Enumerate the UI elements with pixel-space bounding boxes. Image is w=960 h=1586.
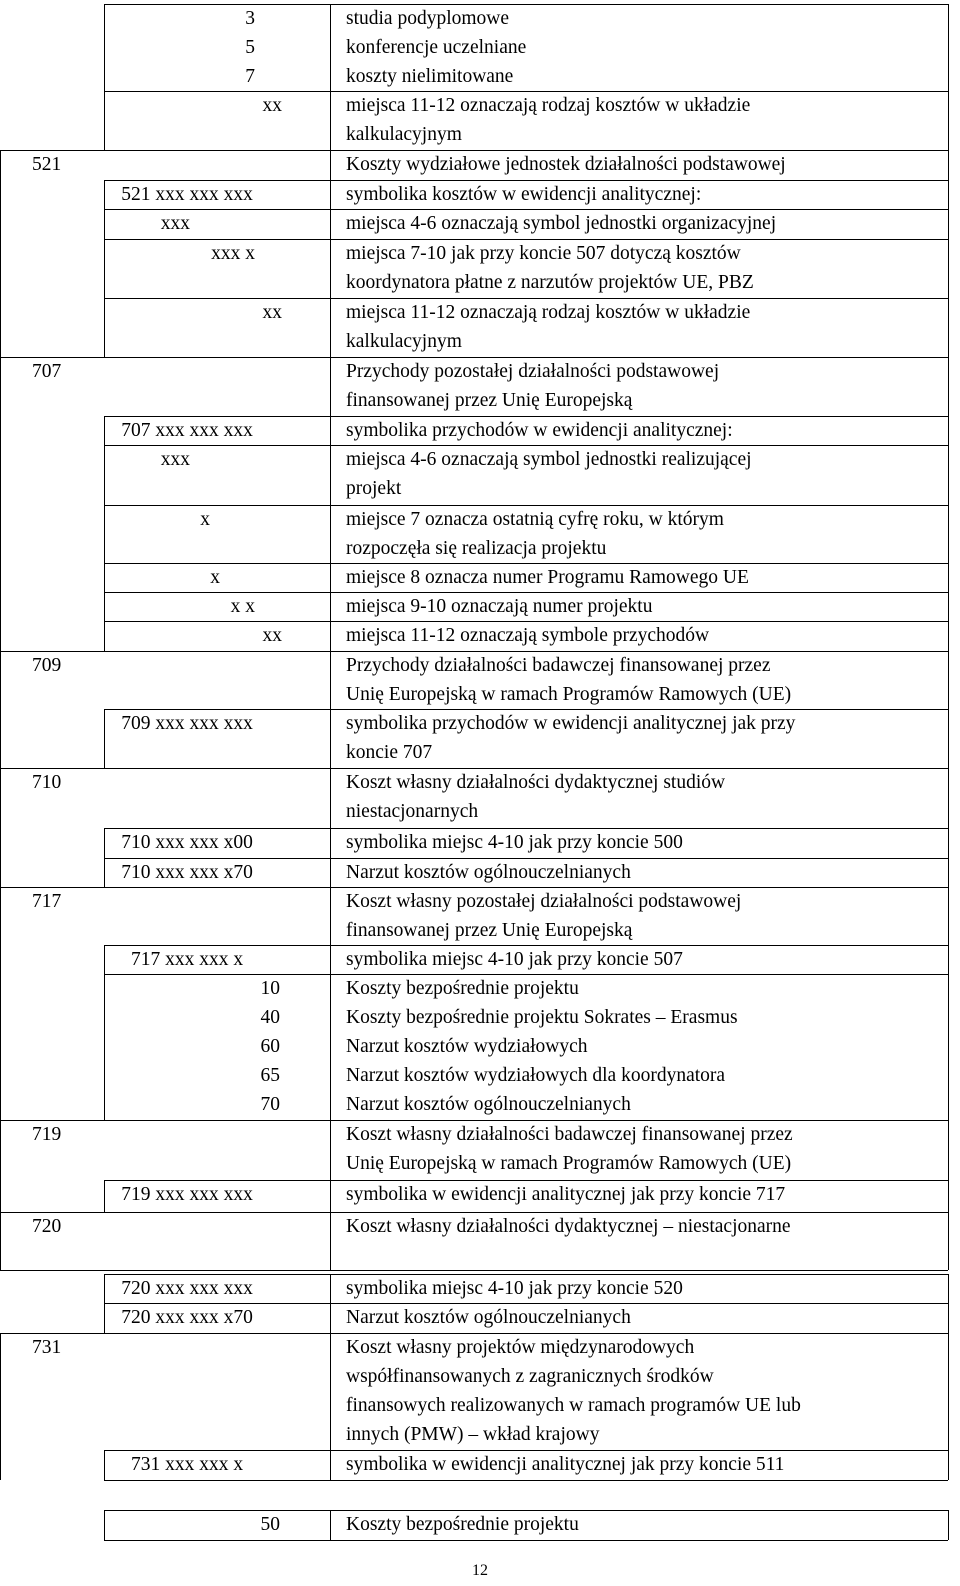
description-line: symbolika przychodów w ewidencji analitycznej jak przy — [346, 713, 796, 734]
row-border-top — [0, 1120, 948, 1121]
column-border-middle — [330, 709, 331, 768]
description-line: finansowych realizowanych w ramach programów UE lub — [346, 1395, 801, 1416]
description-line: koordynatora płatne z narzutów projektów UE, PBZ — [346, 272, 754, 293]
account-description — [346, 357, 719, 415]
account-code: 707 — [32, 361, 62, 382]
account-description — [346, 209, 776, 238]
column-border-middle — [330, 1333, 331, 1450]
column-border-middle — [330, 621, 331, 651]
table-row — [0, 1212, 960, 1270]
row-border-top — [104, 505, 948, 506]
description-line: studia podyplomowe — [346, 8, 510, 29]
account-code: 40 — [260, 1007, 280, 1028]
account-code: 719 xxx xxx xxx — [121, 1184, 253, 1205]
row-border-top — [104, 945, 948, 946]
column-border-right — [948, 651, 949, 709]
column-border-right — [948, 709, 949, 768]
column-border-right — [948, 150, 949, 180]
column-border-middle — [330, 592, 331, 621]
description-line: symbolika miejsc 4-10 jak przy koncie 500 — [346, 832, 683, 853]
table-row — [0, 33, 960, 62]
column-border-left — [104, 1061, 105, 1090]
column-border-right — [948, 91, 949, 150]
row-border-top — [104, 1303, 948, 1304]
account-description — [346, 1090, 631, 1119]
account-description — [346, 651, 791, 709]
description-line: miejsca 11-12 oznaczają rodzaj kosztów w układzie — [346, 302, 751, 323]
row-border-top — [0, 887, 948, 888]
description-line: współfinansowanych z zagranicznych środków — [346, 1366, 714, 1387]
description-line: Koszt własny pozostałej działalności podstawowej — [346, 891, 742, 912]
description-line: Unię Europejską w ramach Programów Ramowych (UE) — [346, 1153, 792, 1174]
column-border-left — [104, 945, 105, 974]
account-description — [346, 768, 725, 826]
row-border-bottom — [104, 1480, 948, 1481]
column-border-right — [948, 1090, 949, 1120]
account-code: 710 xxx xxx x70 — [121, 862, 253, 883]
column-border-left — [104, 1180, 105, 1212]
table-row — [0, 416, 960, 445]
account-description — [346, 298, 750, 356]
table-row — [0, 1303, 960, 1333]
column-border-left — [104, 91, 105, 150]
account-code: 709 xxx xxx xxx — [121, 713, 253, 734]
table-row — [0, 91, 960, 150]
column-border-right — [948, 828, 949, 858]
column-border-middle — [330, 887, 331, 945]
column-border-middle — [330, 239, 331, 298]
column-border-left — [104, 828, 105, 858]
page-number: 12 — [472, 1562, 488, 1579]
table-row — [0, 621, 960, 651]
column-border-middle — [330, 1510, 331, 1540]
column-border-right — [948, 239, 949, 298]
column-border-right — [948, 62, 949, 91]
column-border-middle — [330, 4, 331, 33]
account-description — [346, 974, 579, 1003]
description-line: miejsca 7-10 jak przy koncie 507 dotyczą kosztów — [346, 243, 741, 264]
column-border-left — [104, 33, 105, 62]
description-line: innych (PMW) – wkład krajowy — [346, 1424, 600, 1445]
column-border-right — [948, 416, 949, 445]
column-border-left — [104, 621, 105, 651]
table-row — [0, 974, 960, 1003]
description-line: Koszt własny działalności dydaktycznej studiów — [346, 772, 726, 793]
account-code: x — [210, 567, 220, 588]
account-description — [346, 1061, 725, 1090]
column-border-right — [948, 1212, 949, 1270]
account-code: 720 — [32, 1216, 62, 1237]
description-line: symbolika w ewidencji analitycznej jak przy koncie 717 — [346, 1184, 786, 1205]
row-border-top — [104, 298, 948, 299]
account-code: 731 xxx xxx x — [130, 1454, 244, 1475]
account-description — [346, 1032, 588, 1061]
row-border-top — [0, 1333, 948, 1334]
account-description — [346, 592, 652, 621]
row-border-bottom — [0, 1270, 948, 1271]
description-line: symbolika przychodów w ewidencji analitycznej: — [346, 420, 733, 441]
row-border-top — [104, 416, 948, 417]
description-line: konferencje uczelniane — [346, 37, 527, 58]
description-line: Narzut kosztów ogólnouczelnianych — [346, 1094, 631, 1115]
table-row — [0, 1333, 960, 1450]
account-description — [346, 887, 741, 945]
description-line: projekt — [346, 478, 402, 499]
account-description — [346, 828, 683, 857]
outer-border-left — [0, 1333, 1, 1480]
account-description — [346, 1120, 793, 1178]
description-line: Narzut kosztów wydziałowych — [346, 1036, 588, 1057]
account-code: 709 — [32, 655, 62, 676]
account-code: 70 — [260, 1094, 280, 1115]
column-border-right — [948, 1061, 949, 1090]
row-border-top — [104, 1180, 948, 1181]
account-description — [346, 505, 724, 563]
row-border-top — [104, 974, 948, 975]
description-line: Narzut kosztów ogólnouczelnianych — [346, 1307, 631, 1328]
column-border-right — [948, 621, 949, 651]
table-row — [0, 709, 960, 768]
description-line: symbolika w ewidencji analitycznej jak przy koncie 511 — [346, 1454, 785, 1475]
description-line: koncie 707 — [346, 742, 433, 763]
account-description — [346, 1450, 784, 1479]
column-border-middle — [330, 357, 331, 416]
table-row — [0, 563, 960, 592]
account-code: xxx x — [211, 243, 255, 264]
column-border-right — [948, 1003, 949, 1032]
account-code: 65 — [260, 1065, 280, 1086]
account-description — [346, 239, 754, 297]
account-code: 10 — [260, 978, 280, 999]
column-border-middle — [330, 62, 331, 91]
account-description — [346, 945, 683, 974]
description-line: miejsce 8 oznacza numer Programu Ramowego UE — [346, 567, 749, 588]
table-row — [0, 1061, 960, 1090]
column-border-middle — [330, 1120, 331, 1180]
column-border-left — [104, 709, 105, 768]
account-description — [346, 4, 509, 33]
row-border-bottom — [104, 1540, 948, 1541]
row-border-top — [0, 651, 948, 652]
description-line: Koszty bezpośrednie projektu Sokrates – Erasmus — [346, 1007, 738, 1028]
account-description — [346, 1180, 785, 1209]
column-border-right — [948, 1180, 949, 1212]
table-row — [0, 505, 960, 563]
table-row — [0, 239, 960, 298]
column-border-middle — [330, 445, 331, 505]
account-description — [346, 150, 786, 179]
column-border-right — [948, 974, 949, 1003]
column-border-left — [104, 1032, 105, 1061]
account-code: 5 — [245, 37, 255, 58]
description-line: miejsca 11-12 oznaczają symbole przychodów — [346, 625, 710, 646]
column-border-middle — [330, 505, 331, 563]
row-border-top — [0, 357, 948, 358]
column-border-right — [948, 1450, 949, 1480]
account-description — [346, 62, 513, 91]
table-row — [0, 1510, 960, 1540]
description-line: miejsca 11-12 oznaczają rodzaj kosztów w układzie — [346, 95, 751, 116]
column-border-right — [948, 180, 949, 209]
column-border-left — [104, 1450, 105, 1480]
account-description — [346, 563, 749, 592]
column-border-left — [104, 1274, 105, 1303]
account-description — [346, 1333, 801, 1449]
row-border-top — [104, 563, 948, 564]
column-border-middle — [330, 828, 331, 858]
column-border-left — [104, 416, 105, 445]
row-border-top — [0, 150, 948, 151]
account-code: 521 xxx xxx xxx — [121, 184, 253, 205]
column-border-right — [948, 1120, 949, 1180]
column-border-middle — [330, 768, 331, 828]
column-border-left — [104, 62, 105, 91]
column-border-middle — [330, 945, 331, 974]
column-border-left — [104, 1090, 105, 1120]
description-line: miejsca 9-10 oznaczają numer projektu — [346, 596, 653, 617]
column-border-left — [104, 858, 105, 887]
column-border-middle — [330, 1303, 331, 1333]
account-code: 710 xxx xxx x00 — [121, 832, 253, 853]
description-line: kalkulacyjnym — [346, 331, 462, 352]
row-border-top — [0, 768, 948, 769]
column-border-left — [104, 239, 105, 298]
account-description — [346, 709, 795, 767]
table-row — [0, 1003, 960, 1032]
table-row — [0, 180, 960, 209]
table-row — [0, 945, 960, 974]
row-border-top — [104, 592, 948, 593]
account-code: 719 — [32, 1124, 62, 1145]
account-code: 720 xxx xxx x70 — [121, 1307, 253, 1328]
column-border-left — [104, 298, 105, 357]
row-border-top — [104, 828, 948, 829]
account-description — [346, 33, 526, 62]
table-row — [0, 768, 960, 828]
description-line: Koszt własny działalności dydaktycznej – niestacjonarne — [346, 1216, 791, 1237]
column-border-right — [948, 1303, 949, 1333]
account-code: 3 — [245, 8, 255, 29]
account-code: 50 — [260, 1514, 280, 1535]
column-border-middle — [330, 563, 331, 592]
account-description — [346, 91, 750, 149]
table-row — [0, 150, 960, 180]
description-line: Koszty bezpośrednie projektu — [346, 1514, 579, 1535]
account-description — [346, 1003, 738, 1032]
column-border-right — [948, 4, 949, 33]
account-description — [346, 416, 733, 445]
row-border-top — [104, 1510, 948, 1511]
table-row — [0, 445, 960, 505]
account-code: xxx — [160, 449, 190, 470]
account-code: x — [200, 509, 210, 530]
account-code: 731 — [32, 1337, 62, 1358]
table-row — [0, 828, 960, 858]
description-line: Koszty bezpośrednie projektu — [346, 978, 579, 999]
column-border-right — [948, 33, 949, 62]
account-code: 717 — [32, 891, 62, 912]
description-line: Koszt własny projektów międzynarodowych — [346, 1337, 695, 1358]
column-border-middle — [330, 858, 331, 887]
description-line: Narzut kosztów wydziałowych dla koordynatora — [346, 1065, 726, 1086]
account-description — [346, 858, 631, 887]
description-line: symbolika kosztów w ewidencji analitycznej: — [346, 184, 702, 205]
column-border-middle — [330, 298, 331, 357]
row-border-top — [104, 1274, 948, 1275]
description-line: miejsce 7 oznacza ostatnią cyfrę roku, w którym — [346, 509, 724, 530]
column-border-middle — [330, 1090, 331, 1120]
column-border-right — [948, 945, 949, 974]
column-border-middle — [330, 1061, 331, 1090]
table-row — [0, 1120, 960, 1180]
table-row — [0, 1450, 960, 1480]
table-row — [0, 298, 960, 357]
row-border-top — [104, 858, 948, 859]
account-code: 720 xxx xxx xxx — [121, 1278, 253, 1299]
description-line: miejsca 4-6 oznaczają symbol jednostki organizacyjnej — [346, 213, 777, 234]
account-description — [346, 1510, 579, 1539]
account-code: 717 xxx xxx x — [130, 949, 244, 970]
column-border-middle — [330, 209, 331, 239]
row-border-top — [104, 209, 948, 210]
account-description — [346, 1303, 631, 1332]
row-border-top — [0, 1212, 948, 1213]
description-line: kalkulacyjnym — [346, 124, 462, 145]
description-line: Przychody działalności badawczej finansowanej przez — [346, 655, 771, 676]
column-border-left — [104, 592, 105, 621]
table-row — [0, 357, 960, 416]
row-border-top — [104, 91, 948, 92]
column-border-middle — [330, 1212, 331, 1270]
column-border-right — [948, 1510, 949, 1540]
column-border-right — [948, 768, 949, 828]
account-code: 710 — [32, 772, 62, 793]
row-border-top — [104, 621, 948, 622]
account-code: 60 — [260, 1036, 280, 1057]
row-border-top — [104, 180, 948, 181]
row-border-top — [104, 1450, 948, 1451]
column-border-left — [104, 974, 105, 1003]
account-code: xxx — [160, 213, 190, 234]
column-border-right — [948, 298, 949, 357]
description-line: Narzut kosztów ogólnouczelnianych — [346, 862, 631, 883]
column-border-right — [948, 592, 949, 621]
account-description — [346, 445, 752, 503]
description-line: Koszt własny działalności badawczej finansowanej przez — [346, 1124, 793, 1145]
account-code: 707 xxx xxx xxx — [121, 420, 253, 441]
table-row — [0, 209, 960, 239]
account-description — [346, 1212, 791, 1241]
table-row — [0, 1274, 960, 1303]
column-border-middle — [330, 1003, 331, 1032]
column-border-left — [104, 1303, 105, 1333]
column-border-left — [104, 505, 105, 563]
column-border-middle — [330, 1180, 331, 1212]
description-line: finansowanej przez Unię Europejską — [346, 920, 633, 941]
description-line: symbolika miejsc 4-10 jak przy koncie 507 — [346, 949, 683, 970]
account-description — [346, 621, 709, 650]
column-border-middle — [330, 91, 331, 150]
column-border-middle — [330, 651, 331, 709]
table-row — [0, 1180, 960, 1212]
description-line: finansowanej przez Unię Europejską — [346, 390, 633, 411]
column-border-middle — [330, 150, 331, 180]
account-code: x x — [230, 596, 255, 617]
table-row — [0, 651, 960, 709]
column-border-middle — [330, 33, 331, 62]
row-border-top — [104, 709, 948, 710]
column-border-right — [948, 858, 949, 887]
row-border-top — [104, 445, 948, 446]
column-border-right — [948, 1032, 949, 1061]
description-line: rozpoczęła się realizacja projektu — [346, 538, 607, 559]
column-border-right — [948, 1333, 949, 1450]
column-border-left — [104, 4, 105, 33]
column-border-middle — [330, 1032, 331, 1061]
account-code: xx — [262, 95, 282, 116]
column-border-middle — [330, 416, 331, 445]
table-row — [0, 1090, 960, 1120]
column-border-right — [948, 505, 949, 563]
column-border-left — [104, 180, 105, 209]
account-description — [346, 1274, 683, 1303]
table-row — [0, 1032, 960, 1061]
table-row — [0, 62, 960, 91]
column-border-middle — [330, 974, 331, 1003]
account-code: 7 — [245, 66, 255, 87]
column-border-middle — [330, 180, 331, 209]
row-border-top — [104, 239, 948, 240]
account-code: 521 — [32, 154, 62, 175]
description-line: miejsca 4-6 oznaczają symbol jednostki realizującej — [346, 449, 752, 470]
account-code: xx — [262, 625, 282, 646]
column-border-right — [948, 887, 949, 945]
description-line: koszty nielimitowane — [346, 66, 514, 87]
description-line: Unię Europejską w ramach Programów Ramowych (UE) — [346, 684, 792, 705]
outer-border-left — [0, 150, 1, 1270]
description-line: Przychody pozostałej działalności podstawowej — [346, 361, 720, 382]
column-border-left — [104, 1003, 105, 1032]
column-border-right — [948, 563, 949, 592]
account-description — [346, 180, 701, 209]
column-border-middle — [330, 1450, 331, 1480]
description-line: symbolika miejsc 4-10 jak przy koncie 520 — [346, 1278, 683, 1299]
column-border-left — [104, 1510, 105, 1540]
column-border-left — [104, 445, 105, 505]
column-border-right — [948, 1274, 949, 1303]
table-row — [0, 858, 960, 887]
column-border-right — [948, 209, 949, 239]
column-border-right — [948, 357, 949, 416]
column-border-left — [104, 563, 105, 592]
column-border-left — [104, 209, 105, 239]
column-border-right — [948, 445, 949, 505]
table-row — [0, 4, 960, 33]
column-border-middle — [330, 1274, 331, 1303]
description-line: Koszty wydziałowe jednostek działalności podstawowej — [346, 154, 786, 175]
description-line: niestacjonarnych — [346, 801, 479, 822]
account-code: xx — [262, 302, 282, 323]
table-row — [0, 592, 960, 621]
row-border-top — [104, 4, 948, 5]
table-row — [0, 887, 960, 945]
